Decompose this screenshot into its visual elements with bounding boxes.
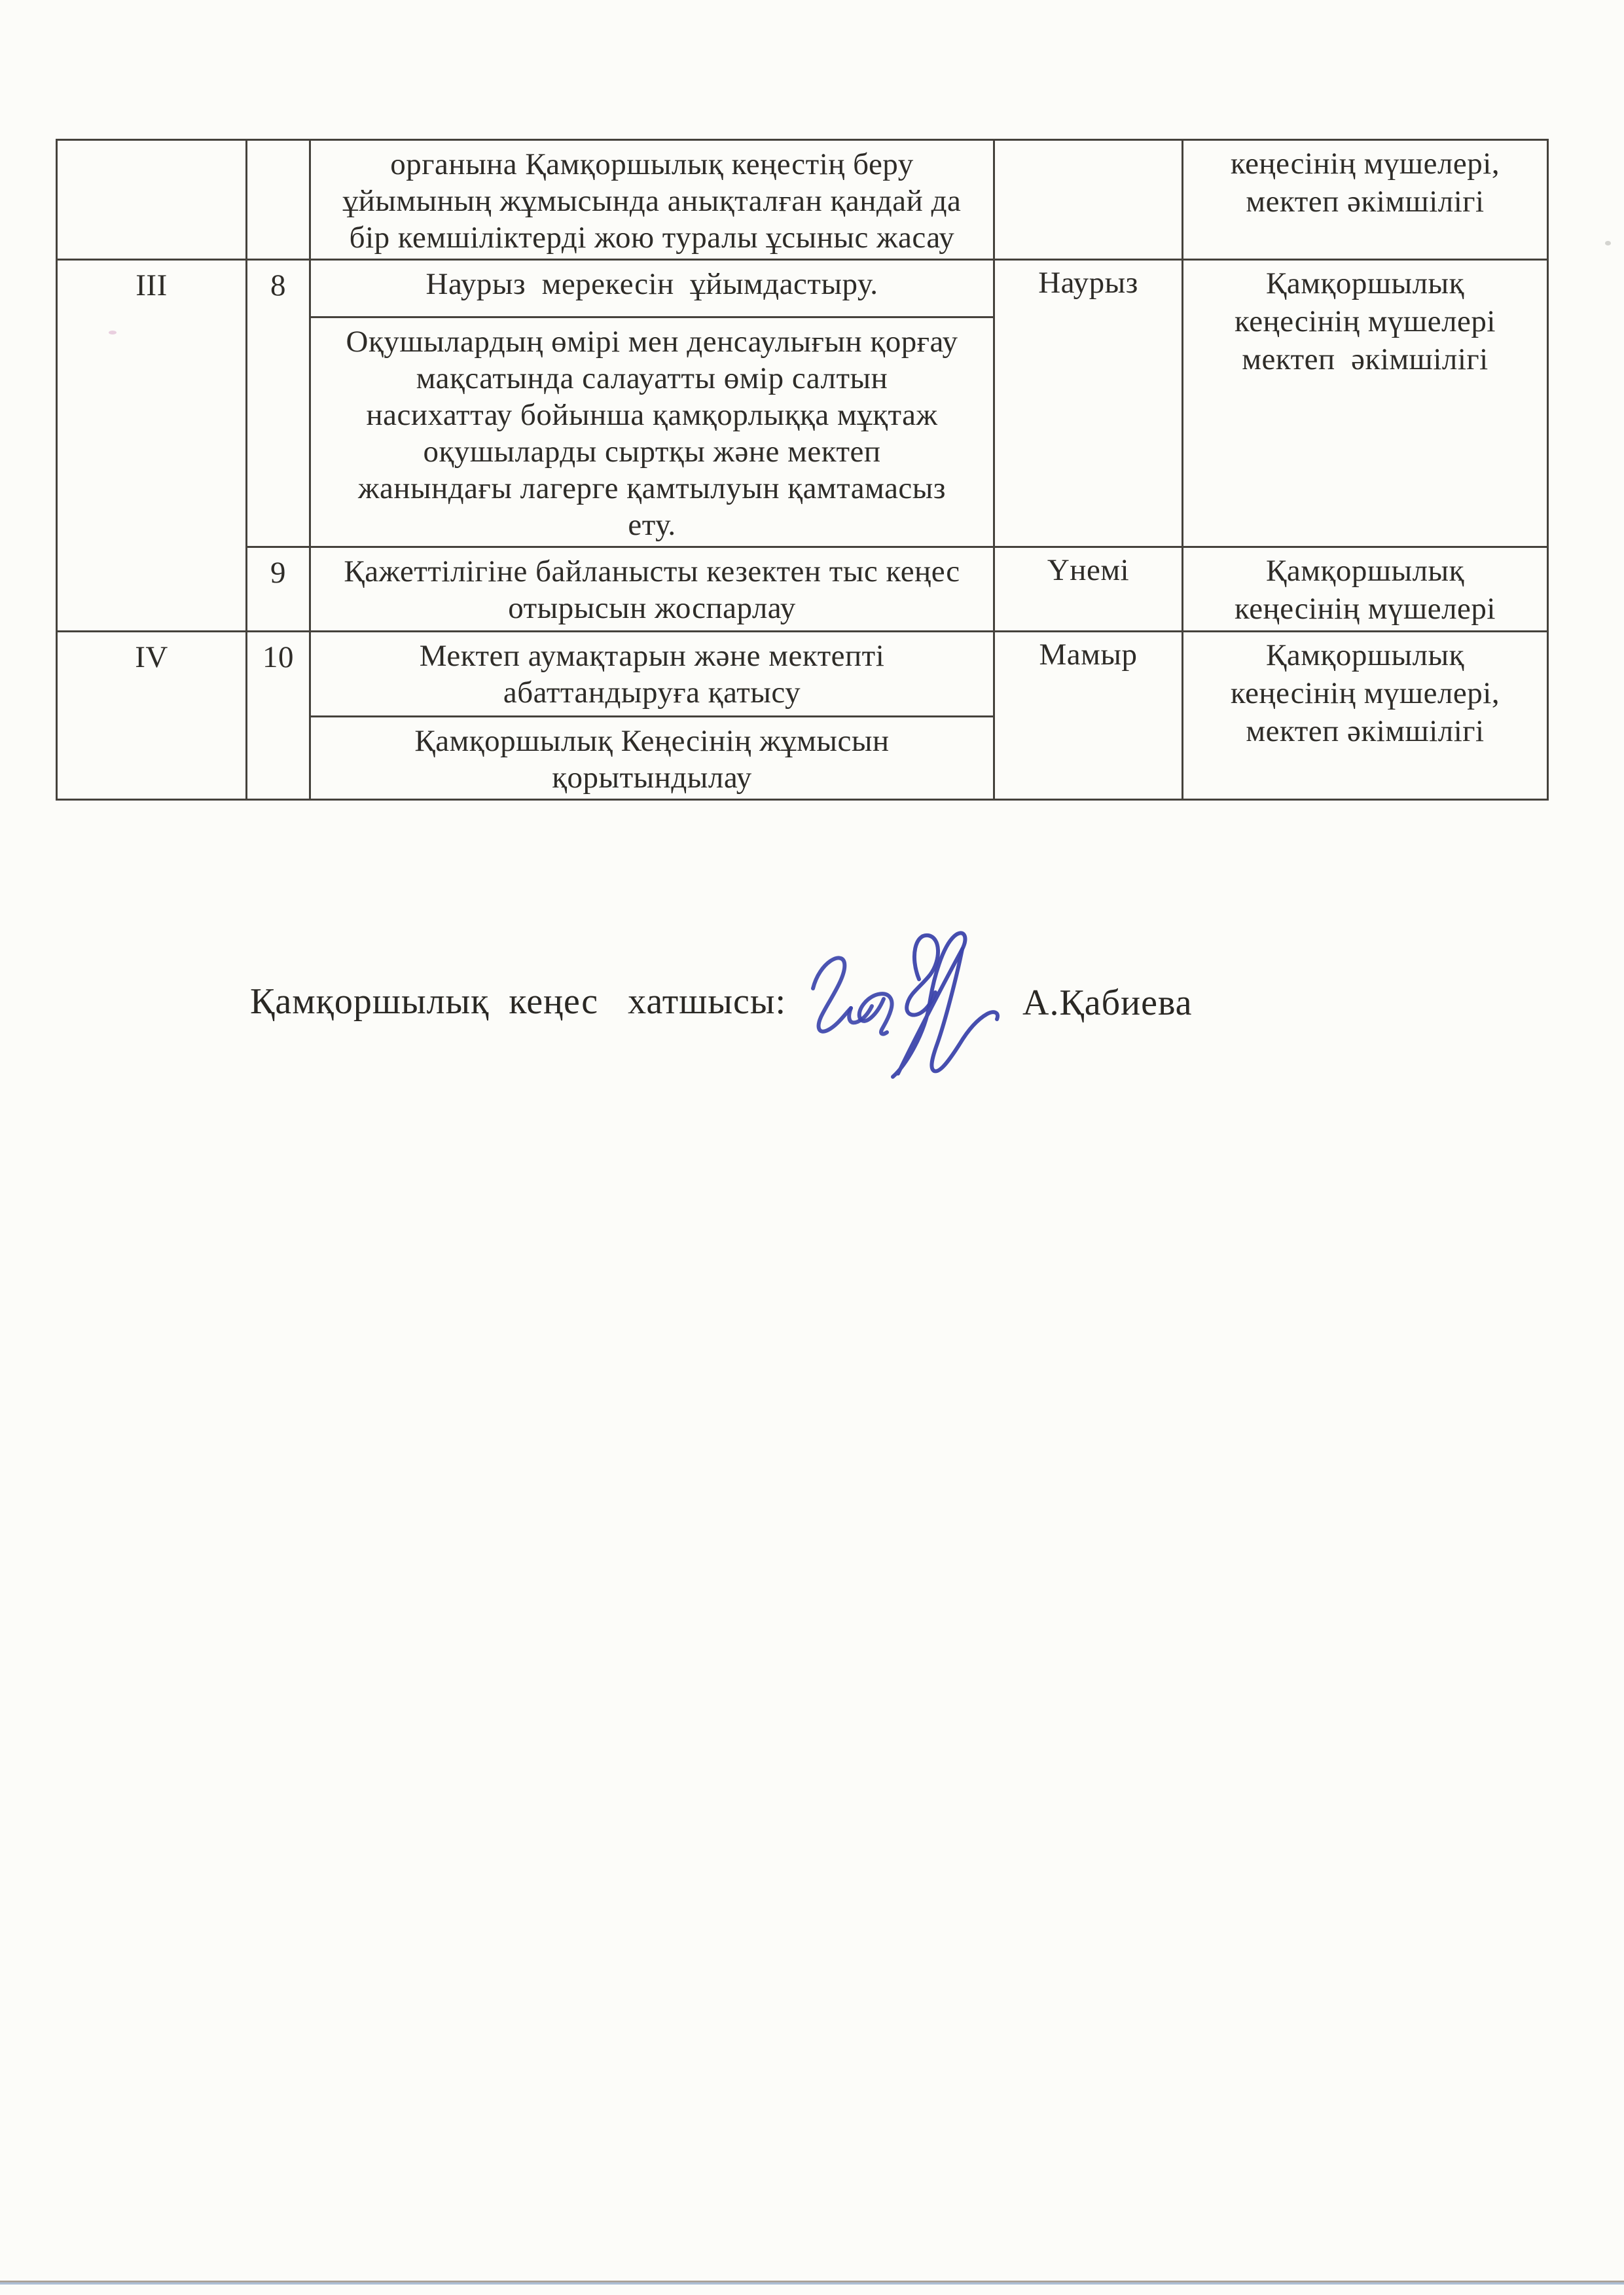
responsible-line: кеңесінің мүшелері,	[1230, 147, 1500, 181]
work-plan-table	[56, 139, 1549, 801]
task-cell	[310, 260, 994, 317]
responsible-line: мектеп әкімшілігі	[1246, 714, 1485, 748]
responsible-cell	[1183, 547, 1548, 632]
task-line: Қамқоршылық Кеңесінің жұмысын	[414, 724, 890, 758]
row-number-cell: 9	[247, 547, 310, 632]
responsible-line: Қамқоршылық	[1266, 554, 1464, 588]
table-row	[57, 547, 1548, 632]
task-cell	[310, 317, 994, 547]
scan-edge-artifact	[0, 2281, 1624, 2285]
responsible-line: кеңесінің мүшелері	[1235, 592, 1496, 626]
task-line: жанындағы лагерге қамтылуын қамтамасыз	[358, 471, 946, 505]
task-line: ету.	[628, 508, 676, 542]
table-row	[57, 140, 1548, 260]
month-cell-empty	[994, 140, 1183, 260]
quarter-cell: III	[57, 260, 247, 632]
responsible-line: кеңесінің мүшелері,	[1230, 676, 1500, 710]
task-cell	[310, 717, 994, 800]
task-line: ұйымының жұмысында анықталған қандай да	[342, 184, 962, 218]
task-line: Мектеп аумақтарын және мектепті	[419, 639, 885, 673]
task-line: Оқушылардың өмірі мен денсаулығын қорғау	[346, 325, 958, 359]
signature-label: Қамқоршылық кеңес хатшысы:	[250, 981, 787, 1022]
task-cell	[310, 547, 994, 632]
task-line: бір кемшіліктерді жою туралы ұсыныс жасау	[349, 221, 955, 255]
task-line: оқушыларды сыртқы және мектеп	[423, 435, 881, 469]
task-line: қорытындылау	[552, 761, 752, 795]
task-line: абаттандыруға қатысу	[503, 676, 801, 710]
month-cell: Мамыр	[994, 632, 1183, 800]
task-line: насихаттау бойынша қамқорлыққа мұқтаж	[366, 398, 938, 432]
task-cell	[310, 632, 994, 717]
row-number-cell-empty	[247, 140, 310, 260]
scan-speck	[1605, 241, 1611, 245]
scan-speck	[109, 331, 117, 334]
task-line: Қажеттілігіне байланысты кезектен тыс кеңес	[344, 554, 960, 588]
quarter-cell: IV	[57, 632, 247, 800]
responsible-line: мектеп әкімшілігі	[1242, 342, 1489, 376]
table-row	[57, 632, 1548, 717]
month-cell: Наурыз	[994, 260, 1183, 547]
table-row	[57, 260, 1548, 317]
handwritten-signature	[745, 895, 1007, 1079]
responsible-cell	[1183, 140, 1548, 260]
responsible-line: мектеп әкімшілігі	[1246, 185, 1485, 219]
task-line: отырысын жоспарлау	[508, 591, 796, 625]
task-line: Наурыз мерекесін ұйымдастыру.	[425, 267, 878, 301]
quarter-cell-empty	[57, 140, 247, 260]
task-line: мақсатында салауатты өмір салтын	[416, 361, 888, 395]
signature-name: А.Қабиева	[1022, 983, 1193, 1023]
row-number-cell: 8	[247, 260, 310, 547]
responsible-line: Қамқоршылық	[1266, 266, 1464, 300]
task-line: органына Қамқоршылық кеңестің беру	[390, 147, 914, 181]
responsible-line: Қамқоршылық	[1266, 638, 1464, 672]
row-number-cell: 10	[247, 632, 310, 800]
responsible-line: кеңесінің мүшелері	[1235, 304, 1496, 338]
responsible-cell	[1183, 632, 1548, 800]
month-cell: Үнемі	[994, 547, 1183, 632]
task-cell	[310, 140, 994, 260]
responsible-cell	[1183, 260, 1548, 547]
